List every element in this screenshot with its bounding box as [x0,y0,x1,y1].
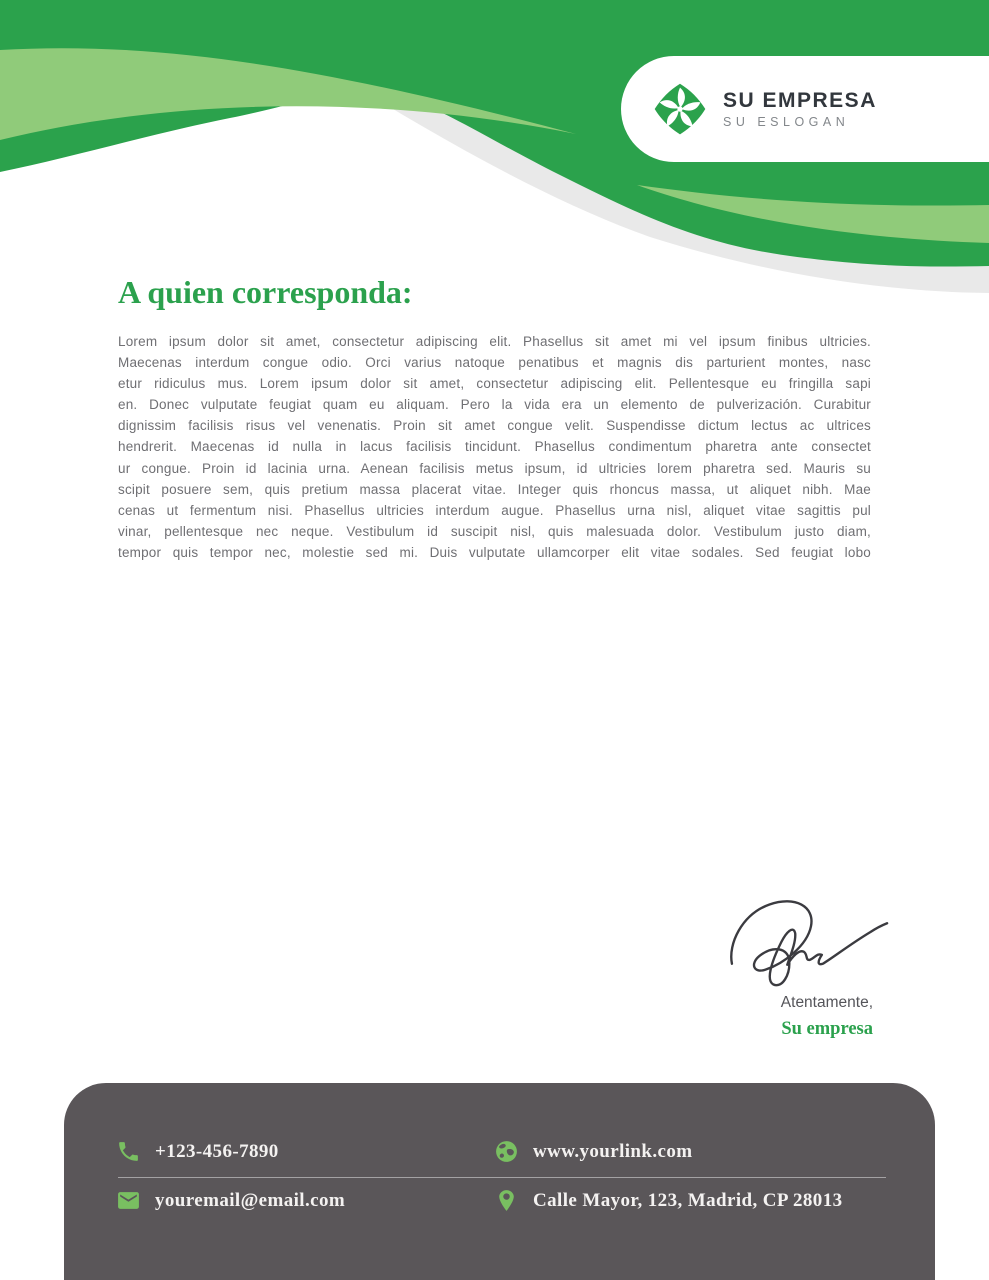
body-line: scipit posuere sem, quis pretium massa placerat vitae. Integer quis rhoncus massa, ut aliquet nibh. Mae [118,481,871,497]
website-url: www.yourlink.com [533,1140,693,1162]
phone-number: +123-456-7890 [155,1140,279,1162]
body-line: dignissim facilisis risus vel venenatis. Proin sit amet congue velit. Suspendisse dictum lectus ac ultrices [118,418,871,434]
company-name: SU EMPRESA [723,88,877,112]
handwritten-signature [726,888,894,998]
website-contact [494,1139,692,1164]
body-line: etur ridiculus mus. Lorem ipsum dolor sit amet, consectetur adipiscing elit. Pellentesque eu fringilla sapi [118,376,871,392]
email-contact [116,1188,345,1213]
body-line: Maecenas interdum congue odio. Orci varius natoque penatibus et magnis dis parturient montes, nasc [118,355,871,371]
email-address: youremail@email.com [155,1189,346,1211]
logo-pill [621,56,989,162]
phone-icon [116,1139,141,1164]
phone-contact [116,1139,279,1164]
closing-text: Atentamente, [780,994,873,1011]
logo-text-block [723,89,877,130]
swirl-pinwheel-icon [653,82,707,136]
location-pin-icon [494,1188,519,1213]
address-contact [494,1188,843,1213]
body-line: en. Donec vulputate feugiat quam eu aliquam. Pero la vida era un elemento de pulverización. Curabitur [118,397,871,413]
signer-name: Su empresa [781,1019,873,1039]
body-line: Lorem ipsum dolor sit amet, consectetur adipiscing elit. Phasellus sit amet mi vel ipsum finibus ultricies. [118,334,871,349]
body-line: vinar, pellentesque nec neque. Vestibulum id suscipit nisl, quis malesuada dolor. Vestibulum justo diam, [118,523,871,539]
postal-address: Calle Mayor, 123, Madrid, CP 28013 [533,1189,843,1211]
envelope-icon [116,1188,141,1213]
body-line: hendrerit. Maecenas id nulla in lacus facilisis tincidunt. Phasellus condimentum pharetra ante consectet [118,439,871,455]
letter-body [118,331,871,563]
footer-contact-bar [64,1083,935,1280]
globe-icon [494,1139,519,1164]
body-line: cenas ut fermentum nisi. Phasellus ultricies interdum augue. Phasellus urna nisl, aliquet vitae sagittis pul [118,502,871,518]
salutation-heading: A quien corresponda: [118,274,413,310]
body-line: ur congue. Proin id lacinia urna. Aenean facilisis metus ipsum, id ultricies lorem pharetra sed. Mauris su [118,460,871,476]
company-slogan: SU ESLOGAN [723,114,850,129]
body-line: tempor quis tempor nec, molestie sed mi. Duis vulputate ullamcorper elit vitae sodales. Sed feugiat lobo [118,544,871,560]
footer-divider [118,1177,886,1178]
